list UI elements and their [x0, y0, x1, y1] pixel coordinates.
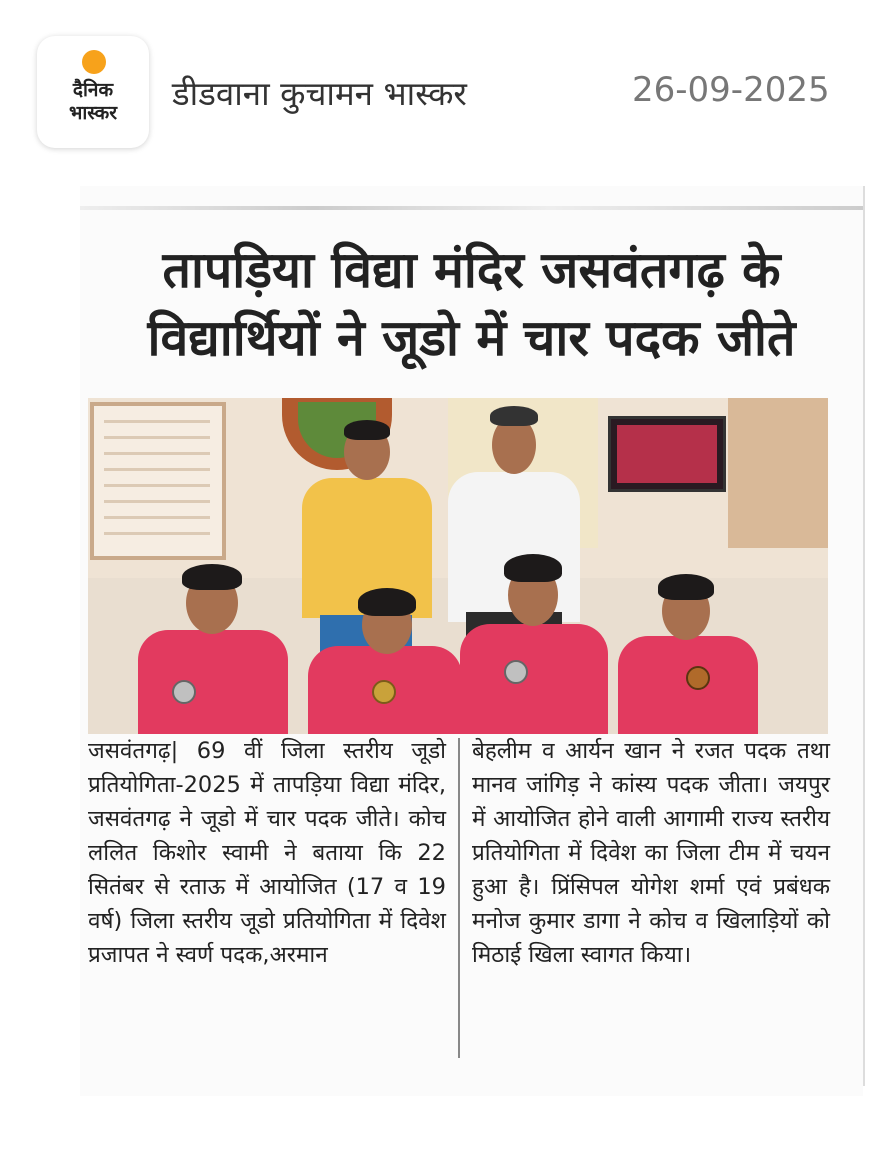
article-headline — [80, 236, 863, 372]
edition-title: डीडवाना कुचामन भास्कर — [172, 74, 467, 113]
column-divider — [458, 738, 460, 1058]
wooden-door — [728, 398, 828, 548]
sun-icon — [82, 50, 106, 74]
edition-date: 26-09-2025 — [632, 70, 830, 110]
article-column-left: जसवंतगढ़| 69 वीं जिला स्तरीय जूडो प्रतियोगिता-2025 में तापड़िया विद्या मंदिर, जसवंतगढ़ ने जूडो में चार पदक जीते। कोच ललित किशोर स्वामी ने बताया कि 22 सितंबर से रताऊ में आयोजित (17 व 19 वर्ष) जिला स्तरीय जूडो प्रतियोगिता में दिवेश प्रजापत ने स्वर्ण पदक,अरमान — [88, 738, 446, 968]
newspaper-clipping — [80, 186, 863, 1096]
headline-line1: तापड़िया विद्या मंदिर जसवंतगढ़ के — [162, 241, 781, 299]
article-photo — [88, 398, 828, 734]
clip-top-rule — [80, 206, 863, 210]
article-column-right: बेहलीम व आर्यन खान ने रजत पदक तथा मानव जांगिड़ ने कांस्य पदक जीता। जयपुर में आयोजित होने वाली आगामी राज्य स्तरीय प्रतियोगिता में दिवेश का जिला टीम में चयन हुआ है। प्रिंसिपल योगेश शर्मा एवं प्रबंधक मनोज कुमार डागा ने कोच व खिलाड़ियों को मिठाई खिला स्वागत किया। — [472, 738, 830, 968]
logo-text-line1: दैनिक — [72, 79, 114, 101]
logo-text-line2: भास्कर — [68, 102, 118, 124]
wall-tv-screen — [608, 416, 726, 492]
wall-notice-board — [90, 402, 226, 560]
dainik-bhaskar-logo[interactable] — [37, 36, 149, 148]
headline-line2: विद्यार्थियों ने जूडो में चार पदक जीते — [147, 309, 796, 367]
app-header — [0, 0, 888, 160]
